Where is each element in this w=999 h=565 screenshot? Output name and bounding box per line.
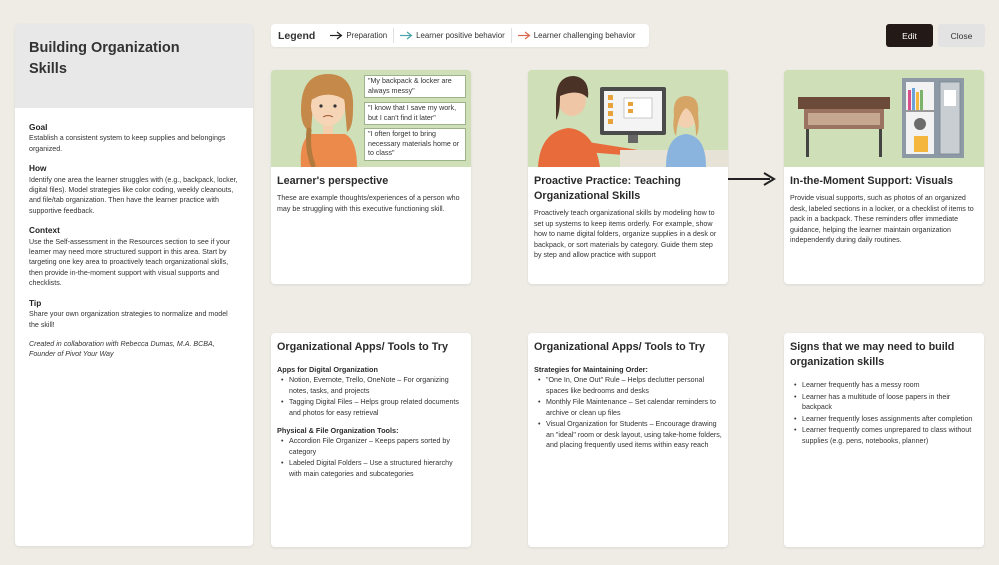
thought-bubble: "I often forget to bring necessary materials home or to class" [364, 128, 466, 161]
sidebar-body [15, 108, 253, 360]
in-the-moment-card[interactable] [784, 70, 984, 284]
tip-section [29, 298, 239, 330]
group-heading: Strategies for Maintaining Order: [534, 365, 648, 374]
card-text: These are example thoughts/experiences of a person who may be struggling with this executive functioning skill. [277, 194, 460, 213]
list-item: • Learner frequently loses assignments after completion [790, 414, 978, 425]
sidebar-header [15, 24, 253, 108]
context-heading: Context [29, 225, 60, 236]
maintaining-order-card[interactable] [528, 333, 728, 547]
list-item: • Tagging Digital Files – Helps group related documents and photos for easy retrieval [277, 397, 465, 418]
legend-item-challenging [512, 31, 642, 40]
list-item: • Accordion File Organizer – Keeps papers sorted by category [277, 436, 465, 457]
how-section [29, 163, 239, 216]
list-item: • Visual Organization for Students – Encourage drawing an "ideal" room or desk layout, using take-home folders, and placing frequently used items within easy reach [534, 419, 722, 451]
moment-illustration [784, 70, 984, 167]
thought-bubble: "I know that I save my work, but I can't find it later" [364, 102, 466, 125]
arrow-right-icon [518, 31, 531, 40]
legend-label: Learner positive behavior [416, 31, 505, 40]
apps-tools-card[interactable] [271, 333, 471, 547]
list-item: • Learner frequently comes unprepared to class without supplies (e.g. pens, notebooks, planner) [790, 425, 978, 446]
arrow-right-icon [728, 172, 776, 186]
bullet-list [534, 375, 722, 451]
tip-heading: Tip [29, 297, 42, 308]
goal-heading: Goal [29, 122, 48, 132]
list-item: • Notion, Evernote, Trello, OneNote – For organizing notes, tasks, and projects [277, 375, 465, 396]
bullet-list [790, 380, 978, 446]
edit-button[interactable]: Edit [886, 24, 933, 47]
tip-text: Share your own organization strategies to normalize and model the skill! [29, 310, 228, 329]
thought-bubble: "My backpack & locker are always messy" [364, 75, 466, 98]
card-title: Proactive Practice: Teaching Organizational Skills [534, 175, 681, 202]
learner-perspective-card[interactable] [271, 70, 471, 284]
proactive-practice-card[interactable] [528, 70, 728, 284]
goal-section [29, 122, 239, 154]
arrow-right-icon [330, 31, 343, 40]
legend-label: Learner challenging behavior [533, 31, 636, 40]
list-item: • Learner has a multitude of loose papers in their backpack [790, 392, 978, 413]
credit-text: Created in collaboration with Rebecca Dumas, M.A. BCBA, Founder of Pivot Your Way [29, 339, 215, 359]
maintaining-order-group [534, 365, 722, 451]
card-title: Organizational Apps/ Tools to Try [277, 341, 448, 353]
teaching-at-computer-illustration [528, 70, 728, 167]
signs-card[interactable] [784, 333, 984, 547]
card-title: In-the-Moment Support: Visuals [790, 175, 953, 187]
legend-label: Preparation [346, 31, 388, 40]
bullet-list [277, 436, 465, 479]
context-text: Use the Self-assessment in the Resources section to see if your learner may need more structured support in this area. Start by targeting one key area to proactively teach organizational skills, then provide in-the-moment support with visual supports and checklists. [29, 237, 231, 288]
legend-item-preparation [324, 31, 393, 40]
how-text: Identify one area the learner struggles with (e.g., backpack, locker, digital files). Model strategies like color coding, weekly cleanouts, and file/tab organization. Then have the learner practice with supportive feedback. [29, 175, 238, 215]
card-text: Provide visual supports, such as photos of an organized desk, labeled sections in a locker, or a checklist of items to pack in a backpack. These reminders offer immediate guidance, helping the learner maintain organization independently during daily routines. [790, 194, 974, 244]
physical-tools-group [277, 426, 465, 479]
card-title: Signs that we may need to build organization skills [790, 341, 955, 368]
list-item: • Monthly File Maintenance – Set calendar reminders to archive or clean up files [534, 397, 722, 418]
legend-title: Legend [278, 29, 316, 42]
card-title: Organizational Apps/ Tools to Try [534, 341, 705, 353]
group-heading: Physical & File Organization Tools: [277, 426, 399, 435]
how-heading: How [29, 163, 47, 174]
proactive-illustration [528, 70, 728, 167]
context-section [29, 225, 239, 288]
legend-item-positive [394, 31, 511, 40]
list-item: • "One In, One Out" Rule – Helps declutter personal spaces like bedrooms and desks [534, 375, 722, 396]
card-title: Learner's perspective [277, 175, 389, 187]
digital-apps-group [277, 365, 465, 418]
sidebar-panel [15, 24, 253, 546]
close-button[interactable]: Close [938, 24, 985, 47]
card-text: Proactively teach organizational skills by modeling how to set up systems to keep items orderly. For example, show how to name digital folders, organize supplies in a desk or backpack, or sort materials by category. Guide them step by step and allow practice with support [534, 209, 717, 259]
learner-illustration [271, 70, 471, 167]
list-item: • Labeled Digital Folders – Use a structured hierarchy with main categories and subcategories [277, 458, 465, 479]
arrow-right-icon [400, 31, 413, 40]
bullet-list [277, 375, 465, 418]
desk-and-locker-illustration [784, 70, 984, 167]
goal-text: Establish a consistent system to keep supplies and belongings organized. [29, 134, 226, 153]
list-item: • Learner frequently has a messy room [790, 380, 978, 391]
page-title: Building Organization Skills [29, 40, 180, 77]
legend-bar [271, 24, 649, 47]
group-heading: Apps for Digital Organization [277, 365, 378, 374]
